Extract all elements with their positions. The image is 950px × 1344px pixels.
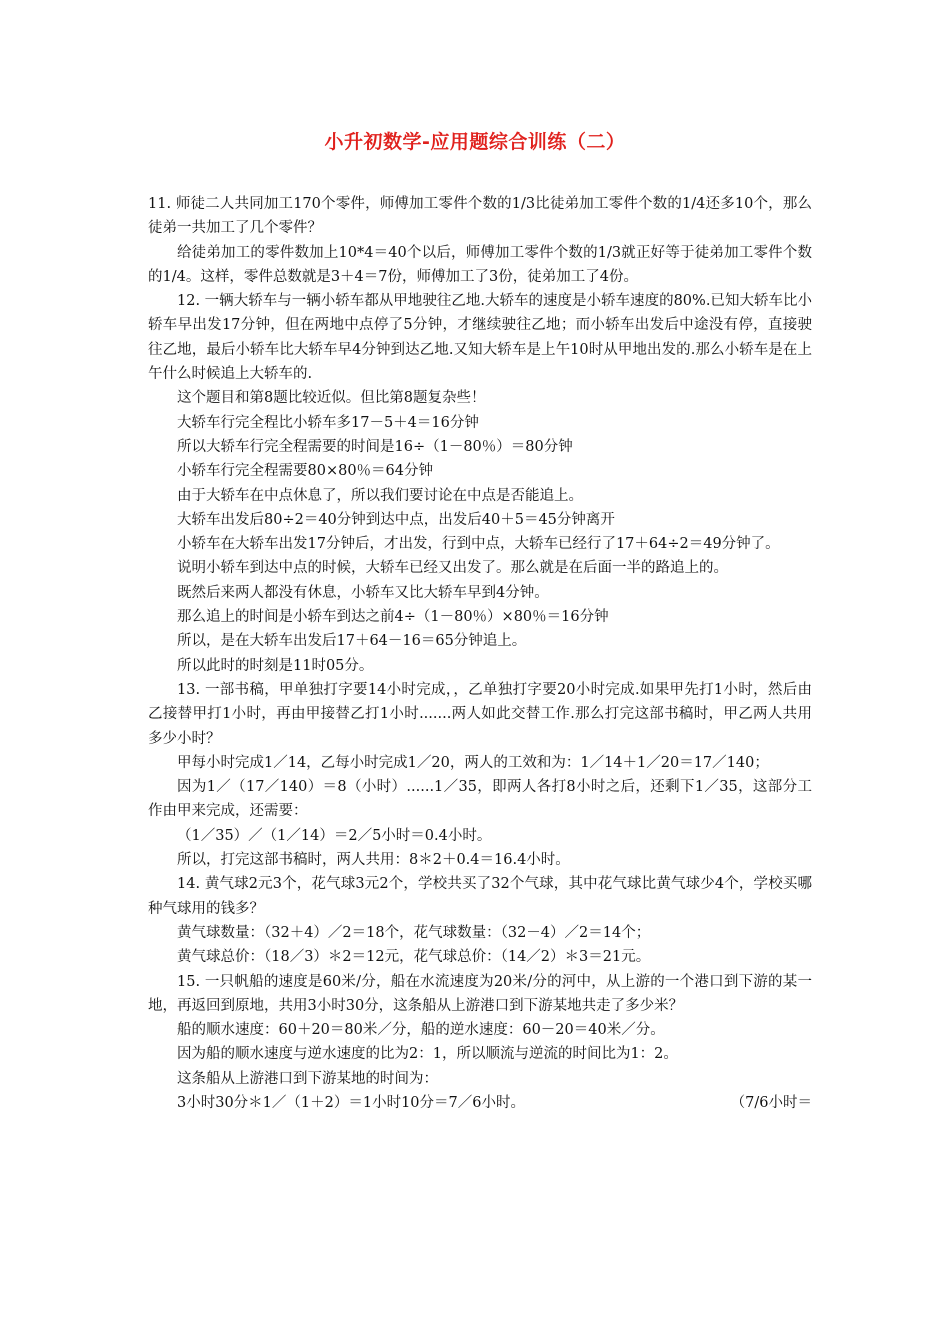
- paragraph: 因为1／（17／140）＝8（小时）......1／35，即两人各打8小时之后，还剩下1／35，这部分工作由甲来完成，还需要：: [148, 779, 812, 820]
- paragraph: 所以大轿车行完全程需要的时间是16÷（1－80％）＝80分钟: [177, 438, 573, 455]
- paragraph: 大轿车行完全程比小轿车多17－5＋4＝16分钟: [177, 414, 479, 431]
- final-line: [148, 1091, 812, 1115]
- paragraph: 黄气球数量：（32＋4）／2＝18个，花气球数量：（32－4）／2＝14个；: [177, 924, 651, 941]
- paragraph: 给徒弟加工的零件数加上10*4＝40个以后，师傅加工零件个数的1/3就正好等于徒弟加工零件个数的1/4。这样，零件总数就是3＋4＝7份，师傅加工了3份，徒弟加工了4份。: [148, 244, 812, 285]
- final-line-left: 3小时30分＊1／（1＋2）＝1小时10分＝7／6小时。: [177, 1094, 525, 1111]
- paragraph: 所以此时的时刻是11时05分。: [177, 657, 374, 674]
- paragraph: 既然后来两人都没有休息，小轿车又比大轿车早到4分钟。: [177, 584, 549, 601]
- paragraph: 12. 一辆大轿车与一辆小轿车都从甲地驶往乙地.大轿车的速度是小轿车速度的80%.已知大轿车比小轿车早出发17分钟，但在两地中点停了5分钟，才继续驶往乙地；而小轿车出发后中途没有停，直接驶往乙地，最后小轿车比大轿车早4分钟到达乙地.又知大轿车是上午10时从甲地出发的.那么小轿车是在上午什么时候追上大轿车的.: [148, 293, 812, 383]
- paragraph: 所以，是在大轿车出发后17＋64－16＝65分钟追上。: [177, 633, 527, 650]
- paragraph: 15. 一只帆船的速度是60米/分，船在水流速度为20米/分的河中，从上游的一个港口到下游的某一地，再返回到原地，共用3小时30分，这条船从上游港口到下游某地共走了多少米？: [148, 973, 812, 1014]
- document-body: [148, 192, 812, 1115]
- paragraph: 船的顺水速度：60＋20＝80米／分，船的逆水速度：60－20＝40米／分。: [177, 1022, 665, 1039]
- paragraph: 这个题目和第8题比较近似。但比第8题复杂些！: [177, 390, 486, 407]
- paragraph: 这条船从上游港口到下游某地的时间为：: [177, 1070, 438, 1087]
- page-title: 小升初数学-应用题综合训练（二）: [324, 131, 626, 153]
- paragraph: 小轿车在大轿车出发17分钟后，才出发，行到中点，大轿车已经行了17＋64÷2＝49分钟了。: [177, 536, 780, 553]
- paragraph: 11. 师徒二人共同加工170个零件，师傅加工零件个数的1/3比徒弟加工零件个数的1/4还多10个，那么徒弟一共加工了几个零件？: [148, 196, 812, 237]
- paragraph: 甲每小时完成1／14，乙每小时完成1／20，两人的工效和为：1／14＋1／20＝17／140；: [177, 754, 769, 771]
- paragraph: 那么追上的时间是小轿车到达之前4÷（1－80％）×80％＝16分钟: [177, 609, 609, 626]
- paragraph: 大轿车出发后80÷2＝40分钟到达中点，出发后40＋5＝45分钟离开: [177, 511, 615, 528]
- paragraph: 说明小轿车到达中点的时候，大轿车已经又出发了。那么就是在后面一半的路追上的。: [177, 560, 728, 577]
- paragraph: 所以，打完这部书稿时，两人共用：8＊2＋0.4＝16.4小时。: [177, 852, 570, 869]
- paragraph: 黄气球总价：（18／3）＊2＝12元，花气球总价：（14／2）＊3＝21元。: [177, 949, 651, 966]
- final-line-right: （7/6小时＝: [730, 1094, 812, 1111]
- paragraph: 14. 黄气球2元3个，花气球3元2个，学校共买了32个气球，其中花气球比黄气球少4个，学校买哪种气球用的钱多？: [148, 876, 812, 917]
- paragraph: 由于大轿车在中点休息了，所以我们要讨论在中点是否能追上。: [177, 487, 583, 504]
- paragraph: 小轿车行完全程需要80×80％＝64分钟: [177, 463, 434, 480]
- paragraph: 13. 一部书稿，甲单独打字要14小时完成，，乙单独打字要20小时完成.如果甲先打1小时，然后由乙接替甲打1小时，再由甲接替乙打1小时.......两人如此交替工作.那么打完这部书稿时，甲乙两人共用多少小时？: [148, 681, 812, 747]
- paragraph: （1／35）／（1／14）＝2／5小时＝0.4小时。: [177, 827, 492, 844]
- paragraph: 因为船的顺水速度与逆水速度的比为2：1，所以顺流与逆流的时间比为1：2。: [177, 1046, 678, 1063]
